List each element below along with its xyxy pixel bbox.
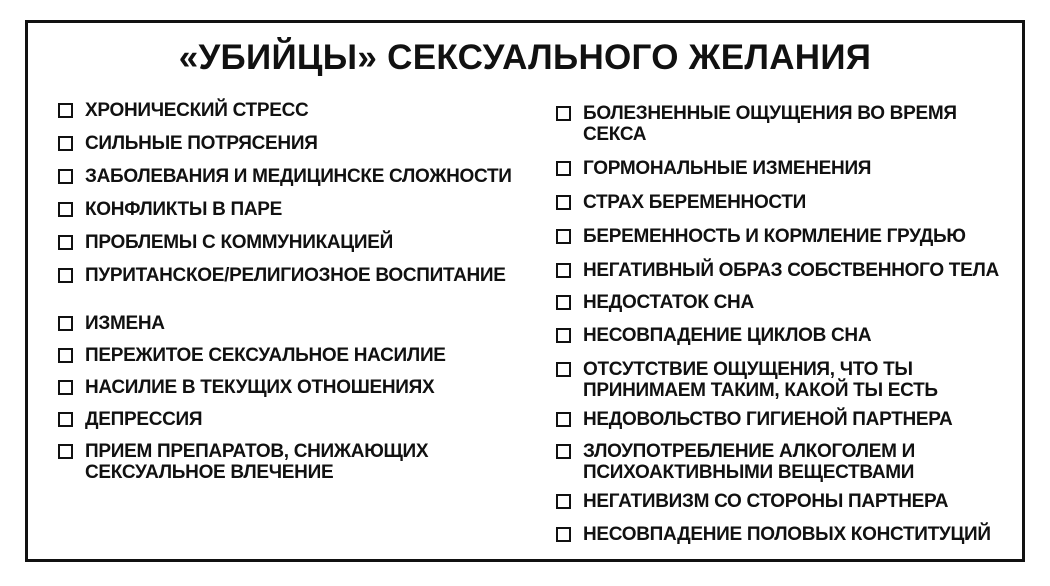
checklist-item-label: НЕДОВОЛЬСТВО ГИГИЕНОЙ ПАРТНЕРА	[583, 409, 953, 430]
checklist-item[interactable]	[556, 491, 948, 512]
checkbox-icon[interactable]	[556, 412, 571, 427]
checklist-item[interactable]	[556, 226, 966, 247]
checklist-item[interactable]	[556, 292, 754, 313]
checklist-item[interactable]	[58, 100, 308, 121]
checklist-item[interactable]	[556, 158, 871, 179]
checklist-item-label: ПРОБЛЕМЫ С КОММУНИКАЦИЕЙ	[85, 232, 393, 253]
checkbox-icon[interactable]	[58, 380, 73, 395]
checkbox-icon[interactable]	[58, 235, 73, 250]
checklist-item-label: СТРАХ БЕРЕМЕННОСТИ	[583, 192, 807, 213]
checkbox-icon[interactable]	[556, 494, 571, 509]
checklist-item-label: ПУРИТАНСКОЕ/РЕЛИГИОЗНОЕ ВОСПИТАНИЕ	[85, 265, 506, 286]
checkbox-icon[interactable]	[556, 161, 571, 176]
checkbox-icon[interactable]	[58, 412, 73, 427]
checkbox-icon[interactable]	[556, 295, 571, 310]
checklist-item-label: СИЛЬНЫЕ ПОТРЯСЕНИЯ	[85, 133, 318, 154]
checklist-item[interactable]	[556, 325, 871, 346]
checkbox-icon[interactable]	[556, 195, 571, 210]
checklist-item[interactable]	[58, 345, 446, 366]
checklist-item[interactable]	[556, 359, 938, 401]
checkbox-icon[interactable]	[556, 106, 571, 121]
checklist-item[interactable]	[58, 199, 282, 220]
checklist-item-label: НАСИЛИЕ В ТЕКУЩИХ ОТНОШЕНИЯХ	[85, 377, 435, 398]
checklist-item[interactable]	[556, 260, 999, 281]
checklist-item-label: НЕДОСТАТОК СНА	[583, 292, 754, 313]
checklist-item-label: ПРИЕМ ПРЕПАРАТОВ, СНИЖАЮЩИХ СЕКСУАЛЬНОЕ ВЛЕЧЕНИЕ	[85, 441, 429, 483]
checkbox-icon[interactable]	[58, 316, 73, 331]
checklist-item-label: ДЕПРЕССИЯ	[85, 409, 203, 430]
checklist-item-label: НЕСОВПАДЕНИЕ ЦИКЛОВ СНА	[583, 325, 872, 346]
checklist-item[interactable]	[556, 409, 952, 430]
checklist-item-label: КОНФЛИКТЫ В ПАРЕ	[85, 199, 283, 220]
checklist-item-label: ЗЛОУПОТРЕБЛЕНИЕ АЛКОГОЛЕМ И ПСИХОАКТИВНЫМИ ВЕЩЕСТВАМИ	[583, 441, 915, 483]
checkbox-icon[interactable]	[556, 328, 571, 343]
checklist-item-label: ГОРМОНАЛЬНЫЕ ИЗМЕНЕНИЯ	[583, 158, 872, 179]
checklist-item[interactable]	[58, 377, 434, 398]
checklist-item-label: ИЗМЕНА	[85, 313, 165, 334]
checklist-item[interactable]	[556, 192, 806, 213]
checkbox-icon[interactable]	[58, 103, 73, 118]
checklist-item-label: ХРОНИЧЕСКИЙ СТРЕСС	[85, 100, 309, 121]
checklist-item[interactable]	[58, 313, 165, 334]
checkbox-icon[interactable]	[58, 202, 73, 217]
checklist-item-label: НЕГАТИВИЗМ СО СТОРОНЫ ПАРТНЕРА	[583, 491, 949, 512]
checklist-item-label: НЕСОВПАДЕНИЕ ПОЛОВЫХ КОНСТИТУЦИЙ	[583, 524, 991, 545]
checklist-item[interactable]	[58, 441, 428, 483]
page-title: «УБИЙЦЫ» СЕКСУАЛЬНОГО ЖЕЛАНИЯ	[178, 38, 872, 77]
checklist-item[interactable]	[58, 133, 318, 154]
checklist-item[interactable]	[58, 265, 506, 286]
checklist-item-label: ОТСУТСТВИЕ ОЩУЩЕНИЯ, ЧТО ТЫ ПРИНИМАЕМ ТАКИМ, КАКОЙ ТЫ ЕСТЬ	[583, 359, 938, 401]
checklist-item-label: БЕРЕМЕННОСТЬ И КОРМЛЕНИЕ ГРУДЬЮ	[583, 226, 966, 247]
checklist-item[interactable]	[58, 166, 512, 187]
checkbox-icon[interactable]	[556, 527, 571, 542]
checklist-item[interactable]	[556, 524, 991, 545]
checkbox-icon[interactable]	[556, 362, 571, 377]
checklist-item-label: ЗАБОЛЕВАНИЯ И МЕДИЦИНСКЕ СЛОЖНОСТИ	[85, 166, 512, 187]
checklist-item-label: НЕГАТИВНЫЙ ОБРАЗ СОБСТВЕННОГО ТЕЛА	[583, 260, 999, 281]
checkbox-icon[interactable]	[556, 263, 571, 278]
checklist-item[interactable]	[58, 232, 393, 253]
checklist-item[interactable]	[58, 409, 202, 430]
checklist-item[interactable]	[556, 441, 915, 483]
checkbox-icon[interactable]	[58, 444, 73, 459]
checkbox-icon[interactable]	[58, 136, 73, 151]
checkbox-icon[interactable]	[58, 268, 73, 283]
checklist-item[interactable]	[556, 103, 957, 145]
checkbox-icon[interactable]	[58, 169, 73, 184]
checklist-item-label: БОЛЕЗНЕННЫЕ ОЩУЩЕНИЯ ВО ВРЕМЯ СЕКСА	[583, 103, 957, 145]
checkbox-icon[interactable]	[556, 229, 571, 244]
checklist-item-label: ПЕРЕЖИТОЕ СЕКСУАЛЬНОЕ НАСИЛИЕ	[85, 345, 446, 366]
checkbox-icon[interactable]	[58, 348, 73, 363]
checkbox-icon[interactable]	[556, 444, 571, 459]
